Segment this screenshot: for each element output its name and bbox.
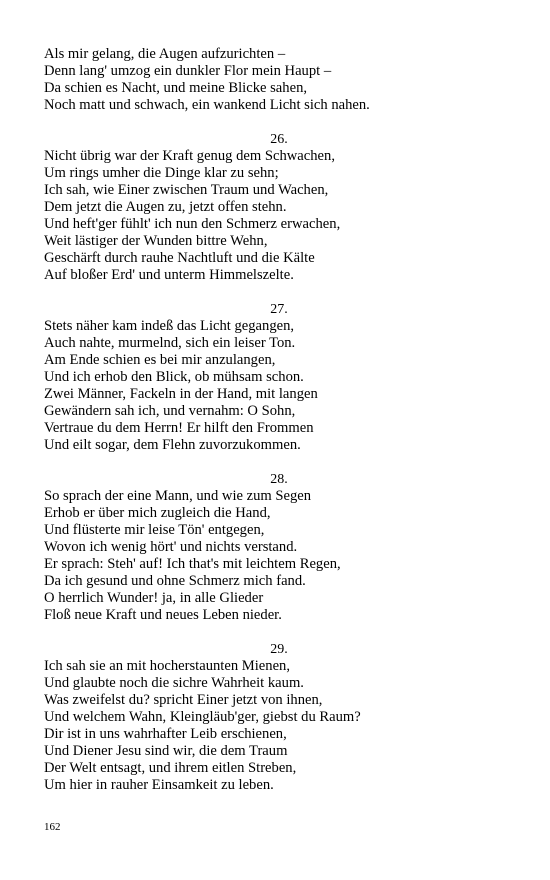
verse-line: Wovon ich wenig hört' und nichts verstand. — [44, 539, 298, 555]
verse-line: Nicht übrig war der Kraft genug dem Schwachen, — [44, 148, 335, 164]
verse-line: Da schien es Nacht, und meine Blicke sahen, — [44, 80, 308, 96]
verse-line: Was zweifelst du? spricht Einer jetzt von ihnen, — [44, 692, 323, 708]
verse-line: Geschärft durch rauhe Nachtluft und die Kälte — [44, 250, 315, 266]
verse-line: O herrlich Wunder! ja, in alle Glieder — [44, 590, 264, 606]
verse-line: Und ich erhob den Blick, ob mühsam schon. — [44, 369, 304, 385]
stanza-number: 29. — [270, 642, 288, 657]
stanza — [44, 46, 514, 114]
verse-line: Noch matt und schwach, ein wankend Licht sich nahen. — [44, 97, 370, 113]
verse-line: Am Ende schien es bei mir anzulangen, — [44, 352, 276, 368]
verse-line: Stets näher kam indeß das Licht gegangen, — [44, 318, 295, 334]
verse-line: Gewändern sah ich, und vernahm: O Sohn, — [44, 403, 296, 419]
verse-line: Um hier in rauher Einsamkeit zu leben. — [44, 777, 274, 793]
verse-line: Um rings umher die Dinge klar zu sehn; — [44, 165, 279, 181]
verse-line: Erhob er über mich zugleich die Hand, — [44, 505, 271, 521]
verse-line: Zwei Männer, Fackeln in der Hand, mit langen — [44, 386, 318, 402]
verse-line: Auch nahte, murmelnd, sich ein leiser Ton. — [44, 335, 296, 351]
stanza — [44, 301, 514, 454]
verse-line: Dir ist in uns wahrhafter Leib erschienen, — [44, 726, 287, 742]
verse-line: Ich sah, wie Einer zwischen Traum und Wachen, — [44, 182, 329, 198]
verse-line: Weit lästiger der Wunden bittre Wehn, — [44, 233, 268, 249]
verse-line: Und Diener Jesu sind wir, die dem Traum — [44, 743, 288, 759]
stanza-number: 27. — [270, 302, 288, 317]
stanza — [44, 471, 514, 624]
verse-line: Der Welt entsagt, und ihrem eitlen Streben, — [44, 760, 297, 776]
verse-line: Ich sah sie an mit hocherstaunten Mienen, — [44, 658, 290, 674]
verse-line: Und glaubte noch die sichre Wahrheit kaum. — [44, 675, 304, 691]
stanza-number: 28. — [270, 472, 288, 487]
verse-line: Denn lang' umzog ein dunkler Flor mein Haupt – — [44, 63, 332, 79]
verse-line: Da ich gesund und ohne Schmerz mich fand. — [44, 573, 306, 589]
verse-line: Er sprach: Steh' auf! Ich that's mit leichtem Regen, — [44, 556, 341, 572]
verse-line: Und flüsterte mir leise Tön' entgegen, — [44, 522, 265, 538]
poem-text — [44, 46, 514, 811]
verse-line: Floß neue Kraft und neues Leben nieder. — [44, 607, 282, 623]
page-number: 162 — [44, 821, 61, 833]
stanza — [44, 131, 514, 284]
stanza-number: 26. — [270, 132, 288, 147]
stanza — [44, 641, 514, 794]
verse-line: Auf bloßer Erd' und unterm Himmelszelte. — [44, 267, 294, 283]
verse-line: Und heft'ger fühlt' ich nun den Schmerz erwachen, — [44, 216, 341, 232]
verse-line: Als mir gelang, die Augen aufzurichten – — [44, 46, 286, 62]
verse-line: Dem jetzt die Augen zu, jetzt offen stehn. — [44, 199, 287, 215]
verse-line: Und welchem Wahn, Kleingläub'ger, giebst du Raum? — [44, 709, 361, 725]
verse-line: So sprach der eine Mann, und wie zum Segen — [44, 488, 312, 504]
verse-line: Und eilt sogar, dem Flehn zuvorzukommen. — [44, 437, 301, 453]
verse-line: Vertraue du dem Herrn! Er hilft den Frommen — [44, 420, 314, 436]
